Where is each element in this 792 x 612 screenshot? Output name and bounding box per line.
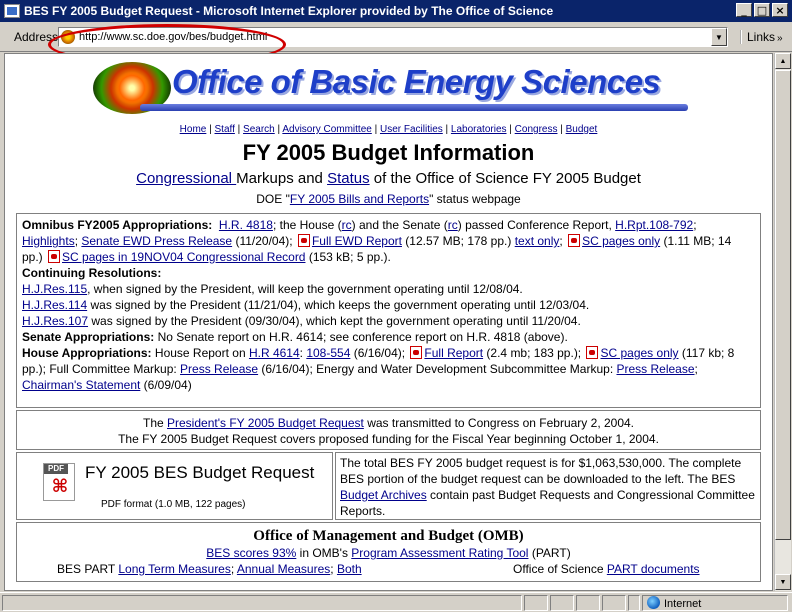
separator: ; (230, 562, 237, 576)
omb-scores-line (17, 545, 760, 561)
pdf-icon (48, 250, 60, 263)
omnibus-section (22, 217, 755, 265)
omnibus-text: (12.57 MB; 178 pp.) (401, 234, 515, 248)
status-cell (628, 595, 640, 611)
nav-budget-link[interactable]: Budget (565, 124, 598, 135)
sc-pages-link[interactable]: SC pages only (582, 234, 661, 248)
ie-page-icon (4, 4, 20, 18)
budget-format: PDF format (1.0 MB, 122 pages) (101, 499, 246, 510)
omnibus-text: ) and the Senate ( (351, 218, 448, 232)
omnibus-text: ; the House ( (272, 218, 342, 232)
hjres107-link[interactable]: H.J.Res.107 (22, 314, 89, 328)
continuing-text: , when signed by the President, will keep the government operating until 12/08/04. (87, 282, 523, 296)
status-link[interactable]: Status (327, 170, 370, 187)
page-title: FY 2005 Budget Information (242, 140, 535, 165)
president-budget-box (16, 410, 761, 450)
scroll-down-icon[interactable]: ▼ (775, 574, 791, 590)
omnibus-text: ) passed Conference Report, (457, 218, 616, 232)
budget-desc: The total BES FY 2005 budget request is for $1,063,530,000. The complete BES portion of the budget request can be downloaded to the left. The BES (340, 456, 742, 486)
house-text: (6/09/04) (140, 378, 192, 392)
house-section (22, 345, 755, 393)
window-title: BES FY 2005 Budget Request - Microsoft Internet Explorer provided by The Office of Science (24, 4, 554, 18)
doe-text-2: " status webpage (429, 192, 521, 206)
senate-text: No Senate report on H.R. 4614; see conference report on H.R. 4818 (above). (154, 330, 568, 344)
status-cell (602, 595, 626, 611)
budget-desc-2: contain past Budget Requests and Congressional Committee Reports. (340, 488, 755, 518)
budget-download-box[interactable] (16, 452, 333, 520)
status-cell (576, 595, 600, 611)
nav-congress-link[interactable]: Congress (514, 124, 558, 135)
omnibus-text: ; (74, 234, 82, 248)
bes-part-label: BES PART (57, 562, 119, 576)
separator: ; (330, 562, 337, 576)
both-link[interactable]: Both (336, 562, 362, 576)
part-tool-link[interactable]: Program Assessment Rating Tool (351, 546, 529, 560)
omb-text: (PART) (528, 546, 571, 560)
scroll-thumb[interactable] (775, 70, 791, 540)
part-documents-link[interactable]: PART documents (606, 562, 700, 576)
banner-title: Office of Basic Energy Sciences (172, 63, 661, 100)
status-text-cell (2, 595, 522, 611)
hrpt-link[interactable]: H.Rpt.108-792 (615, 218, 694, 232)
close-button[interactable]: × (772, 3, 788, 17)
budget-description-box (335, 452, 761, 520)
nav-facilities-link[interactable]: User Facilities (379, 124, 443, 135)
hr4818-link[interactable]: H.R. 4818 (218, 218, 273, 232)
doe-text: DOE " (256, 192, 290, 206)
zone-label: Internet (664, 598, 702, 610)
nav-labs-link[interactable]: Laboratories (450, 124, 507, 135)
bes-scores-link[interactable]: BES scores 93% (206, 546, 297, 560)
subheading-text: Markups and (236, 170, 328, 187)
bes-part-group (57, 561, 362, 577)
sc-record-link[interactable]: SC pages in 19NOV04 Congressional Record (62, 250, 306, 264)
house-text: House Report on (151, 346, 249, 360)
security-zone (642, 595, 788, 611)
chairman-statement-link[interactable]: Chairman's Statement (22, 378, 141, 392)
continuing-label: Continuing Resolutions: (22, 266, 162, 280)
budget-archives-link[interactable]: Budget Archives (340, 488, 427, 502)
sc-part-group (513, 561, 700, 577)
continuing-text: was signed by the President (11/21/04), which keeps the government operating until 12/03/04. (87, 298, 590, 312)
president-text: The (142, 416, 167, 430)
banner-underline (140, 104, 688, 111)
omb-box (16, 522, 761, 582)
status-bar (0, 592, 792, 612)
house-text: (6/16/04); (350, 346, 409, 360)
budget-request-title[interactable]: FY 2005 BES Budget Request (85, 463, 315, 482)
nav-staff-link[interactable]: Staff (214, 124, 235, 135)
pdf-icon (586, 346, 598, 359)
house-text: (117 kb; 8 pp.); Full Committee Markup: (22, 346, 735, 376)
minimize-button[interactable]: _ (736, 3, 752, 17)
omnibus-text: ; (559, 234, 567, 248)
status-cell (524, 595, 548, 611)
house-text: ; (694, 362, 698, 376)
pdf-icon (298, 234, 310, 247)
pdf-icon (410, 346, 422, 359)
committee-press-link[interactable]: Press Release (180, 362, 259, 376)
omnibus-text: (11/20/04); (232, 234, 296, 248)
continuing-section (22, 265, 755, 329)
pdf-badge: PDF (44, 464, 68, 474)
president-text-2: The FY 2005 Budget Request covers proposed funding for the Fiscal Year beginning October 1, 2004. (118, 432, 659, 446)
president-text: was transmitted to Congress on February 2, 2004. (363, 416, 635, 430)
omb-text: in OMB's (296, 546, 352, 560)
house-text: : (299, 346, 307, 360)
globe-icon (647, 596, 660, 609)
house-rc-link[interactable]: rc (341, 218, 352, 232)
address-label: Address (14, 29, 59, 44)
title-bar (0, 0, 792, 22)
omnibus-label: Omnibus FY2005 Appropriations: (22, 218, 213, 232)
omnibus-text: (1.11 MB; 14 pp.) (22, 234, 732, 264)
links-toolbar[interactable] (740, 30, 783, 44)
nav-search-link[interactable]: Search (243, 124, 275, 135)
nav-advisory-link[interactable]: Advisory Committee (282, 124, 372, 135)
sc-label: Office of Science (513, 562, 607, 576)
omnibus-text: ; (693, 218, 697, 232)
full-ewd-link[interactable]: Full EWD Report (311, 234, 402, 248)
senate-section (22, 329, 755, 345)
acrobat-icon: ⌘ (51, 476, 69, 497)
chevron-right-icon: » (777, 33, 783, 44)
nav-links: Home | Staff | Search | Advisory Committee | User Facilities | Laboratories | Congress | Budget (179, 124, 598, 135)
vertical-scrollbar[interactable] (774, 53, 791, 591)
full-report-link[interactable]: Full Report (424, 346, 484, 360)
subcommittee-press-link[interactable]: Press Release (616, 362, 695, 376)
president-budget-link[interactable]: President's FY 2005 Budget Request (167, 416, 364, 430)
url-text: http://www.sc.doe.gov/bes/budget.html (79, 31, 268, 43)
senate-rc-link[interactable]: rc (447, 218, 458, 232)
hjres114-link[interactable]: H.J.Res.114 (22, 298, 88, 312)
maximize-button[interactable]: □ (754, 3, 770, 17)
house-text: (6/16/04); Energy and Water Development Subcommittee Markup: (258, 362, 617, 376)
omb-part-line (17, 561, 760, 577)
subheading (4, 170, 773, 187)
highlights-link[interactable]: Highlights (22, 234, 75, 248)
senate-label: Senate Appropriations: (22, 330, 155, 344)
continuing-text: was signed by the President (09/30/04), which kept the government operating until 11/20/04. (88, 314, 581, 328)
house-label: House Appropriations: (22, 346, 152, 360)
address-dropdown-button[interactable]: ▼ (711, 28, 727, 46)
omnibus-text: (153 kB; 5 pp.). (305, 250, 391, 264)
omb-title: Office of Management and Budget (OMB) (253, 528, 524, 544)
house-text: (2.4 mb; 183 pp.); (483, 346, 585, 360)
hjres115-link[interactable]: H.J.Res.115 (22, 282, 88, 296)
links-label: Links (747, 30, 776, 44)
hr4614-link[interactable]: H.R 4614 (248, 346, 300, 360)
senate-press-link[interactable]: Senate EWD Press Release (81, 234, 233, 248)
long-term-measures-link[interactable]: Long Term Measures (118, 562, 231, 576)
pdf-document-icon[interactable] (43, 463, 75, 501)
congressional-link[interactable]: Congressional (136, 170, 237, 187)
pdf-icon (568, 234, 580, 247)
report-108-554-link[interactable]: 108-554 (306, 346, 351, 360)
annual-measures-link[interactable]: Annual Measures (236, 562, 331, 576)
subheading-text-2: of the Office of Science FY 2005 Budget (369, 170, 641, 187)
status-cell (550, 595, 574, 611)
nav-home-link[interactable]: Home (179, 124, 207, 135)
scroll-up-icon[interactable]: ▲ (775, 53, 791, 69)
doe-status-line (4, 192, 773, 206)
text-only-link[interactable]: text only (514, 234, 560, 248)
bills-reports-link[interactable]: FY 2005 Bills and Reports (289, 192, 430, 206)
appropriations-box (16, 213, 761, 408)
house-sc-pages-link[interactable]: SC pages only (600, 346, 679, 360)
